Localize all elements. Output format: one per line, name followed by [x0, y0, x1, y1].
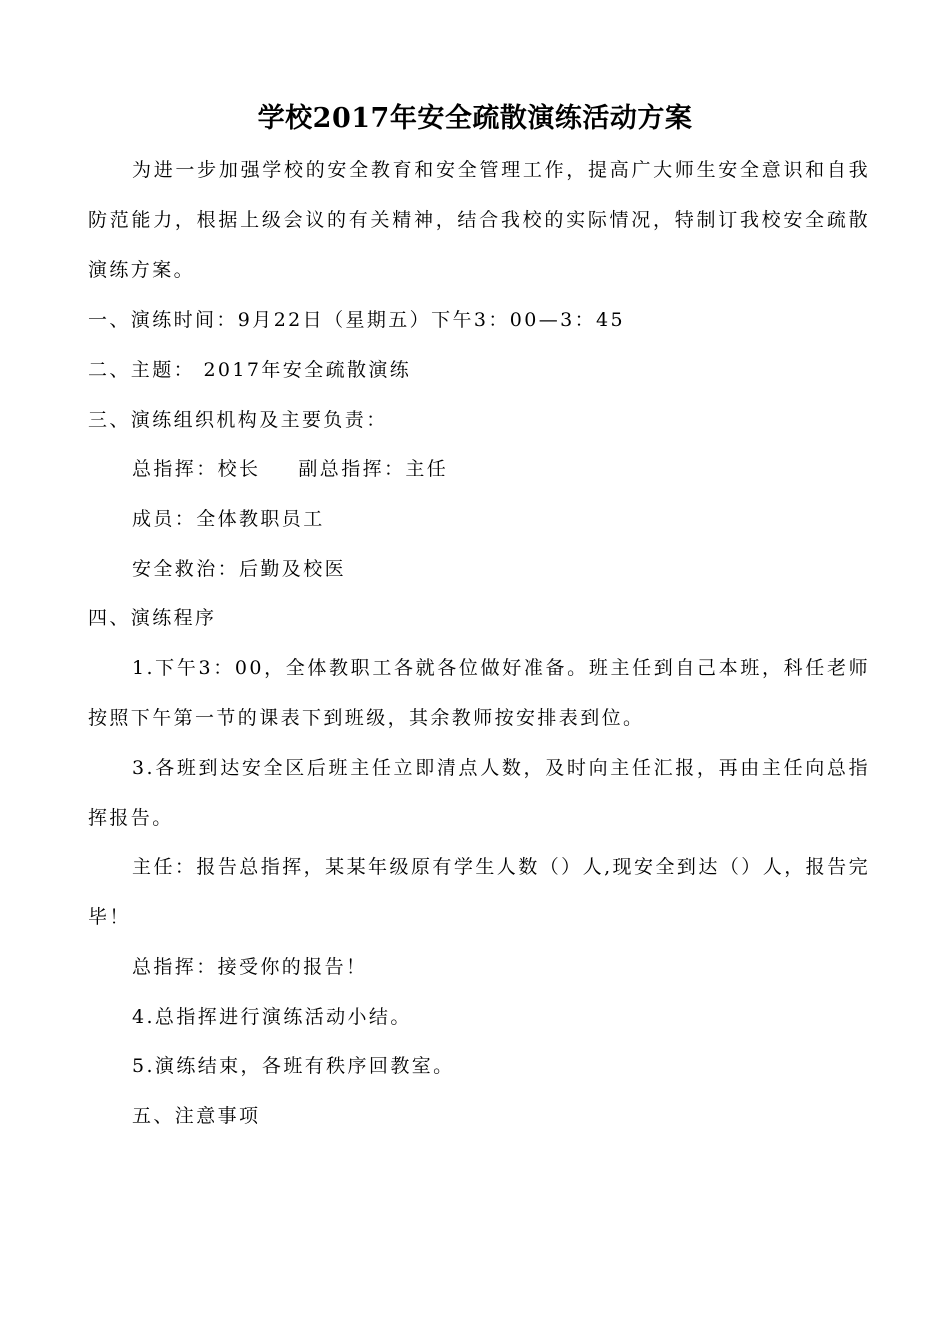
rescue-line: 安全救治：后勤及校医	[132, 558, 347, 580]
commander-text: 总指挥：校长	[132, 458, 261, 480]
procedure-step-5: 5.演练结束，各班有秩序回教室。	[132, 1055, 455, 1077]
deputy-commander-text: 副总指挥：主任	[298, 458, 449, 480]
procedure-step-3: 3.各班到达安全区后班主任立即清点人数，及时向主任汇报，再由主任向总指挥报告。	[88, 757, 870, 829]
document-title: 学校2017年安全疏散演练活动方案	[257, 103, 693, 134]
section-organization: 三、演练组织机构及主要负责：	[88, 409, 388, 431]
intro-paragraph: 为进一步加强学校的安全教育和安全管理工作，提高广大师生安全意识和自我防范能力，根据上级会议的有关精神，结合我校的实际情况，特制订我校安全疏散演练方案。	[88, 159, 870, 281]
report-dialogue: 主任：报告总指挥，某某年级原有学生人数（）人,现安全到达（）人，报告完毕！	[88, 856, 870, 928]
procedure-step-1: 1.下午3：00，全体教职工各就各位做好准备。班主任到自己本班，科任老师按照下午第一节的课表下到班级，其余教师按安排表到位。	[88, 657, 870, 729]
leaders-line	[132, 444, 448, 494]
members-line: 成员：全体教职员工	[132, 508, 325, 530]
procedure-step-4: 4.总指挥进行演练活动小结。	[132, 1006, 412, 1028]
section-theme: 二、主题： 2017年安全疏散演练	[88, 359, 412, 381]
section-notes: 五、注意事项	[132, 1105, 261, 1127]
section-drill-time: 一、演练时间：9月22日（星期五）下午3：00—3：45	[88, 309, 625, 331]
section-procedure: 四、演练程序	[88, 607, 217, 629]
commander-reply: 总指挥：接受你的报告！	[132, 956, 368, 978]
